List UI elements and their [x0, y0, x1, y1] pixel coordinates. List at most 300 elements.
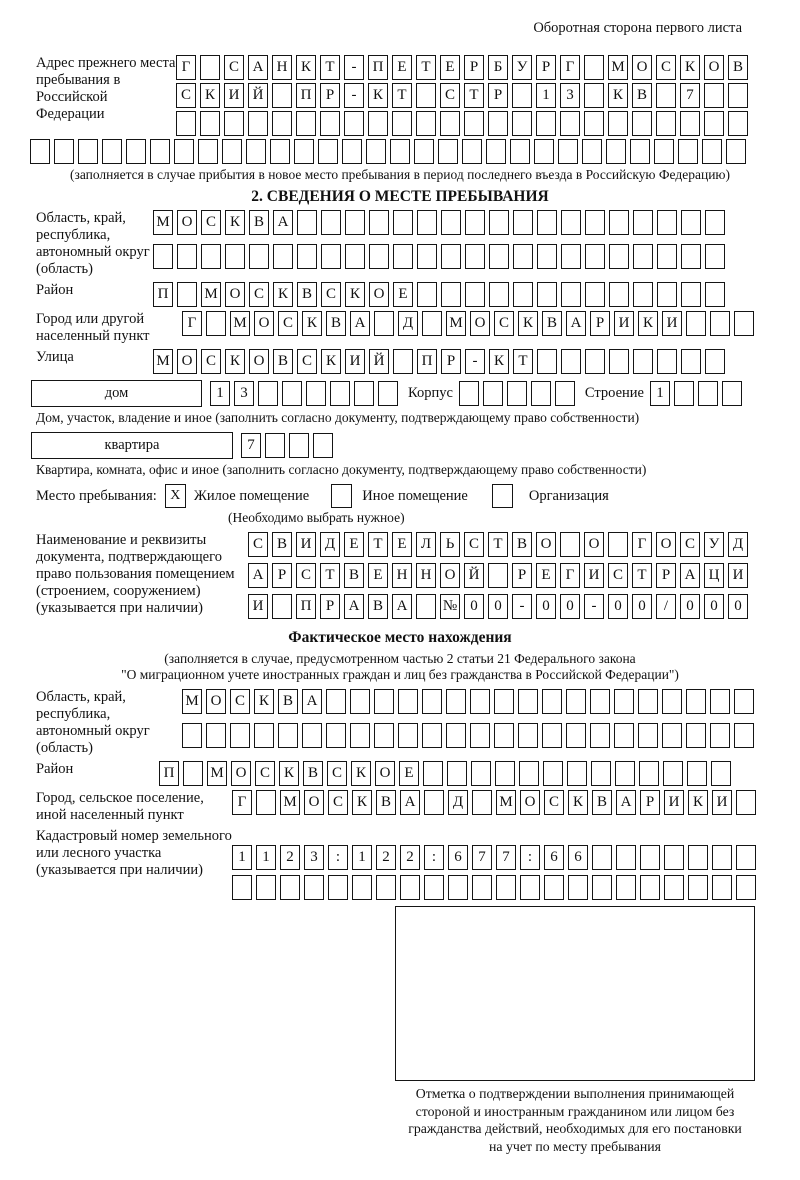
char-box: [687, 761, 707, 786]
char-box: О: [536, 532, 556, 557]
char-box: [153, 244, 173, 269]
char-box: 7: [680, 83, 700, 108]
cadastral-label: Кадастровый номер земельного или лесного участка (указывается при наличии): [36, 828, 232, 878]
char-box: [633, 244, 653, 269]
char-box: [471, 761, 491, 786]
char-box: [662, 723, 682, 748]
char-box: И: [662, 311, 682, 336]
char-box: [705, 349, 725, 374]
char-box: [537, 244, 557, 269]
char-box: [513, 282, 533, 307]
char-box: С: [440, 83, 460, 108]
char-box: У: [704, 532, 724, 557]
char-box: А: [248, 563, 268, 588]
char-box: М: [207, 761, 227, 786]
char-box: Г: [182, 311, 202, 336]
district-row: [153, 282, 725, 307]
char-box: [465, 282, 485, 307]
char-box: [297, 210, 317, 235]
char-box: Е: [536, 563, 556, 588]
char-box: [489, 282, 509, 307]
char-box: [736, 845, 756, 870]
char-box: [722, 381, 742, 406]
char-box: 3: [234, 381, 254, 406]
char-box: [350, 689, 370, 714]
char-box: [640, 875, 660, 900]
char-box: В: [512, 532, 532, 557]
char-box: К: [351, 761, 371, 786]
char-box: У: [512, 55, 532, 80]
char-box: [537, 282, 557, 307]
char-box: [584, 83, 604, 108]
char-box: [350, 723, 370, 748]
page-side-header: Оборотная сторона первого листа: [533, 20, 742, 36]
char-box: О: [225, 282, 245, 307]
char-box: [585, 210, 605, 235]
char-box: [446, 689, 466, 714]
char-box: [422, 311, 442, 336]
stay-place-option-other: Иное помещение: [362, 487, 468, 504]
char-box: [590, 723, 610, 748]
char-box: [424, 875, 444, 900]
char-box: :: [520, 845, 540, 870]
char-box: К: [489, 349, 509, 374]
document-row-3: [248, 594, 748, 619]
char-box: [206, 723, 226, 748]
char-box: [561, 210, 581, 235]
char-box: [614, 723, 634, 748]
char-box: [230, 723, 250, 748]
char-box: [704, 83, 724, 108]
char-box: [567, 761, 587, 786]
char-box: [465, 210, 485, 235]
char-box: [510, 139, 530, 164]
char-box: [543, 761, 563, 786]
char-box: [592, 845, 612, 870]
char-box: О: [369, 282, 389, 307]
char-box: 2: [400, 845, 420, 870]
char-box: [376, 875, 396, 900]
char-box: Е: [392, 532, 412, 557]
char-box: 6: [448, 845, 468, 870]
char-box: [150, 139, 170, 164]
char-box: 0: [536, 594, 556, 619]
char-box: [681, 244, 701, 269]
char-box: К: [321, 349, 341, 374]
char-box: [182, 723, 202, 748]
char-box: 7: [241, 433, 261, 458]
char-box: О: [375, 761, 395, 786]
char-box: [282, 381, 302, 406]
char-box: [638, 689, 658, 714]
char-box: О: [249, 349, 269, 374]
prev-address-block: [36, 55, 764, 136]
char-box: [465, 244, 485, 269]
char-box: :: [424, 845, 444, 870]
char-box: [272, 83, 292, 108]
char-box: С: [656, 55, 676, 80]
char-box: [710, 689, 730, 714]
char-box: И: [224, 83, 244, 108]
char-box: [488, 563, 508, 588]
char-box: [561, 349, 581, 374]
char-box: 0: [464, 594, 484, 619]
char-box: [441, 210, 461, 235]
char-box: [447, 761, 467, 786]
char-box: Р: [320, 83, 340, 108]
char-box: [483, 381, 503, 406]
char-box: [680, 111, 700, 136]
region-label: Область, край, республика, автономный округ (область): [36, 210, 150, 277]
char-box: [489, 244, 509, 269]
char-box: [416, 594, 436, 619]
char-box: [489, 210, 509, 235]
char-box: [366, 139, 386, 164]
char-box: [256, 875, 276, 900]
char-box: П: [417, 349, 437, 374]
char-box: В: [273, 349, 293, 374]
char-box: О: [231, 761, 251, 786]
char-box: [582, 139, 602, 164]
char-box: 2: [280, 845, 300, 870]
actual-region-block: [36, 689, 764, 757]
char-box: А: [248, 55, 268, 80]
char-box: [289, 433, 309, 458]
char-box: [393, 244, 413, 269]
char-box: К: [279, 761, 299, 786]
char-box: В: [344, 563, 364, 588]
char-box: [496, 875, 516, 900]
char-box: [712, 845, 732, 870]
char-box: В: [278, 689, 298, 714]
char-box: К: [296, 55, 316, 80]
char-box: В: [249, 210, 269, 235]
char-box: [313, 433, 333, 458]
region-row-2: [153, 244, 725, 269]
char-box: К: [225, 349, 245, 374]
char-box: М: [182, 689, 202, 714]
char-box: [280, 875, 300, 900]
char-box: [608, 111, 628, 136]
prev-address-overflow-row: [30, 139, 764, 164]
char-box: Г: [232, 790, 252, 815]
char-box: 1: [232, 845, 252, 870]
char-box: [632, 111, 652, 136]
stay-place-note: (Необходимо выбрать нужное): [228, 510, 405, 525]
actual-city-row: [232, 790, 756, 815]
char-box: [728, 111, 748, 136]
char-box: П: [368, 55, 388, 80]
char-box: :: [328, 845, 348, 870]
char-box: [400, 875, 420, 900]
char-box: [531, 381, 551, 406]
char-box: [591, 761, 611, 786]
char-box: [609, 244, 629, 269]
char-box: [592, 875, 612, 900]
char-box: М: [446, 311, 466, 336]
char-box: -: [465, 349, 485, 374]
actual-district-block: [36, 761, 764, 786]
actual-city-label: Город, сельское поселение, иной населенный пункт: [36, 790, 204, 823]
char-box: А: [350, 311, 370, 336]
char-box: Р: [536, 55, 556, 80]
char-box: 1: [256, 845, 276, 870]
char-box: Н: [416, 563, 436, 588]
char-box: К: [225, 210, 245, 235]
char-box: В: [376, 790, 396, 815]
city-block: [36, 311, 764, 345]
char-box: М: [230, 311, 250, 336]
char-box: [254, 723, 274, 748]
char-box: [561, 244, 581, 269]
char-box: [639, 761, 659, 786]
apartment-number-row: [241, 433, 333, 458]
char-box: [726, 139, 746, 164]
prev-address-label: Адрес прежнего места пребывания в Российской Федерации: [36, 55, 176, 122]
char-box: А: [273, 210, 293, 235]
char-box: С: [248, 532, 268, 557]
char-box: К: [254, 689, 274, 714]
stay-place-checkbox-organization: [492, 484, 513, 508]
char-box: С: [201, 210, 221, 235]
section2-title: 2. СВЕДЕНИЯ О МЕСТЕ ПРЕБЫВАНИЯ: [251, 188, 549, 205]
char-box: [354, 381, 374, 406]
char-box: [616, 875, 636, 900]
char-box: [507, 381, 527, 406]
char-box: [423, 761, 443, 786]
char-box: В: [272, 532, 292, 557]
char-box: С: [230, 689, 250, 714]
char-box: №: [440, 594, 460, 619]
char-box: -: [344, 83, 364, 108]
char-box: А: [344, 594, 364, 619]
char-box: О: [440, 563, 460, 588]
char-box: [417, 244, 437, 269]
actual-location-title: Фактическое место нахождения: [288, 629, 512, 646]
char-box: [390, 139, 410, 164]
actual-district-label: Район: [36, 761, 74, 777]
char-box: [232, 875, 252, 900]
char-box: К: [273, 282, 293, 307]
char-box: [566, 723, 586, 748]
char-box: С: [464, 532, 484, 557]
char-box: [446, 723, 466, 748]
char-box: [674, 381, 694, 406]
char-box: [422, 723, 442, 748]
char-box: [126, 139, 146, 164]
char-box: [272, 594, 292, 619]
district-label: Район: [36, 282, 74, 298]
actual-region-row-2: [182, 723, 754, 748]
char-box: [470, 723, 490, 748]
region-block: [36, 210, 764, 278]
char-box: [398, 723, 418, 748]
char-box: [608, 532, 628, 557]
char-box: С: [321, 282, 341, 307]
char-box: В: [368, 594, 388, 619]
cadastral-row-1: [232, 845, 756, 870]
street-label: Улица: [36, 349, 74, 365]
char-box: Е: [368, 563, 388, 588]
char-box: [544, 875, 564, 900]
house-note: Дом, участок, владение и иное (заполнить согласно документу, подтверждающему право собственности): [36, 410, 640, 425]
char-box: И: [614, 311, 634, 336]
char-box: С: [608, 563, 628, 588]
char-box: Д: [728, 532, 748, 557]
char-box: Т: [416, 55, 436, 80]
char-box: [472, 875, 492, 900]
char-box: Т: [632, 563, 652, 588]
char-box: [225, 244, 245, 269]
document-label: Наименование и реквизиты документа, подтверждающего право пользования помещением (строением, сооружением) (указывается при наличии): [36, 532, 235, 616]
char-box: [555, 381, 575, 406]
char-box: М: [280, 790, 300, 815]
char-box: Е: [393, 282, 413, 307]
char-box: Е: [440, 55, 460, 80]
char-box: [306, 381, 326, 406]
char-box: А: [302, 689, 322, 714]
char-box: [398, 689, 418, 714]
char-box: [542, 689, 562, 714]
char-box: [249, 244, 269, 269]
char-box: Е: [399, 761, 419, 786]
char-box: [513, 210, 533, 235]
stamp-caption-line-2: стороной и иностранным гражданином или лицом без: [415, 1103, 735, 1119]
char-box: К: [680, 55, 700, 80]
char-box: [272, 111, 292, 136]
char-box: [614, 689, 634, 714]
char-box: [374, 311, 394, 336]
char-box: [438, 139, 458, 164]
char-box: О: [177, 210, 197, 235]
char-box: [352, 875, 372, 900]
char-box: [248, 111, 268, 136]
char-box: [326, 723, 346, 748]
char-box: [736, 875, 756, 900]
char-box: [698, 381, 718, 406]
char-box: И: [345, 349, 365, 374]
char-box: Р: [488, 83, 508, 108]
char-box: Е: [344, 532, 364, 557]
char-box: [609, 210, 629, 235]
apartment-row: [31, 432, 764, 459]
char-box: К: [368, 83, 388, 108]
stay-place-checkbox-other: [331, 484, 352, 508]
char-box: Р: [441, 349, 461, 374]
char-box: О: [632, 55, 652, 80]
char-box: [321, 210, 341, 235]
char-box: 7: [472, 845, 492, 870]
char-box: 0: [632, 594, 652, 619]
char-box: П: [296, 594, 316, 619]
char-box: [584, 55, 604, 80]
actual-city-block: [36, 790, 764, 824]
char-box: [606, 139, 626, 164]
char-box: 0: [560, 594, 580, 619]
stamp-caption: [375, 1085, 775, 1155]
char-box: [345, 244, 365, 269]
char-box: 0: [704, 594, 724, 619]
stroenie-row: [650, 381, 742, 406]
street-block: [36, 349, 764, 374]
char-box: С: [494, 311, 514, 336]
char-box: [258, 381, 278, 406]
city-label: Город или другой населенный пункт: [36, 311, 150, 344]
char-box: [681, 282, 701, 307]
char-box: [441, 244, 461, 269]
char-box: М: [153, 210, 173, 235]
stroenie-label: Строение: [584, 385, 644, 401]
korpus-label: Корпус: [408, 385, 453, 401]
char-box: [633, 210, 653, 235]
char-box: [681, 349, 701, 374]
char-box: [536, 111, 556, 136]
char-box: [246, 139, 266, 164]
char-box: [422, 689, 442, 714]
char-box: 1: [650, 381, 670, 406]
char-box: Г: [632, 532, 652, 557]
char-box: [320, 111, 340, 136]
char-box: [344, 111, 364, 136]
char-box: [681, 210, 701, 235]
char-box: М: [496, 790, 516, 815]
char-box: [328, 875, 348, 900]
char-box: [705, 210, 725, 235]
char-box: [495, 761, 515, 786]
char-box: О: [254, 311, 274, 336]
char-box: [664, 845, 684, 870]
stamp-caption-line-3: гражданства действий, необходимых для его постановки: [408, 1121, 742, 1136]
char-box: [688, 845, 708, 870]
char-box: [513, 244, 533, 269]
char-box: [656, 111, 676, 136]
char-box: [369, 244, 389, 269]
char-box: О: [470, 311, 490, 336]
char-box: [654, 139, 674, 164]
char-box: [330, 381, 350, 406]
char-box: [537, 210, 557, 235]
char-box: [472, 790, 492, 815]
char-box: А: [680, 563, 700, 588]
char-box: Й: [369, 349, 389, 374]
char-box: [633, 282, 653, 307]
char-box: С: [201, 349, 221, 374]
stay-place-row: [36, 484, 764, 508]
apartment-note: Квартира, комната, офис и иное (заполнить согласно документу, подтверждающему право собственности): [36, 462, 647, 477]
char-box: Р: [512, 563, 532, 588]
char-box: [710, 311, 730, 336]
char-box: С: [327, 761, 347, 786]
char-box: Р: [656, 563, 676, 588]
char-box: [518, 723, 538, 748]
char-box: [378, 381, 398, 406]
char-box: О: [656, 532, 676, 557]
char-box: [369, 210, 389, 235]
char-box: [711, 761, 731, 786]
char-box: А: [392, 594, 412, 619]
char-box: К: [345, 282, 365, 307]
char-box: Т: [513, 349, 533, 374]
char-box: [294, 139, 314, 164]
char-box: [638, 723, 658, 748]
char-box: /: [656, 594, 676, 619]
char-box: [200, 111, 220, 136]
char-box: С: [224, 55, 244, 80]
cadastral-row-2: [232, 875, 756, 900]
char-box: [224, 111, 244, 136]
char-box: 0: [608, 594, 628, 619]
char-box: [345, 210, 365, 235]
